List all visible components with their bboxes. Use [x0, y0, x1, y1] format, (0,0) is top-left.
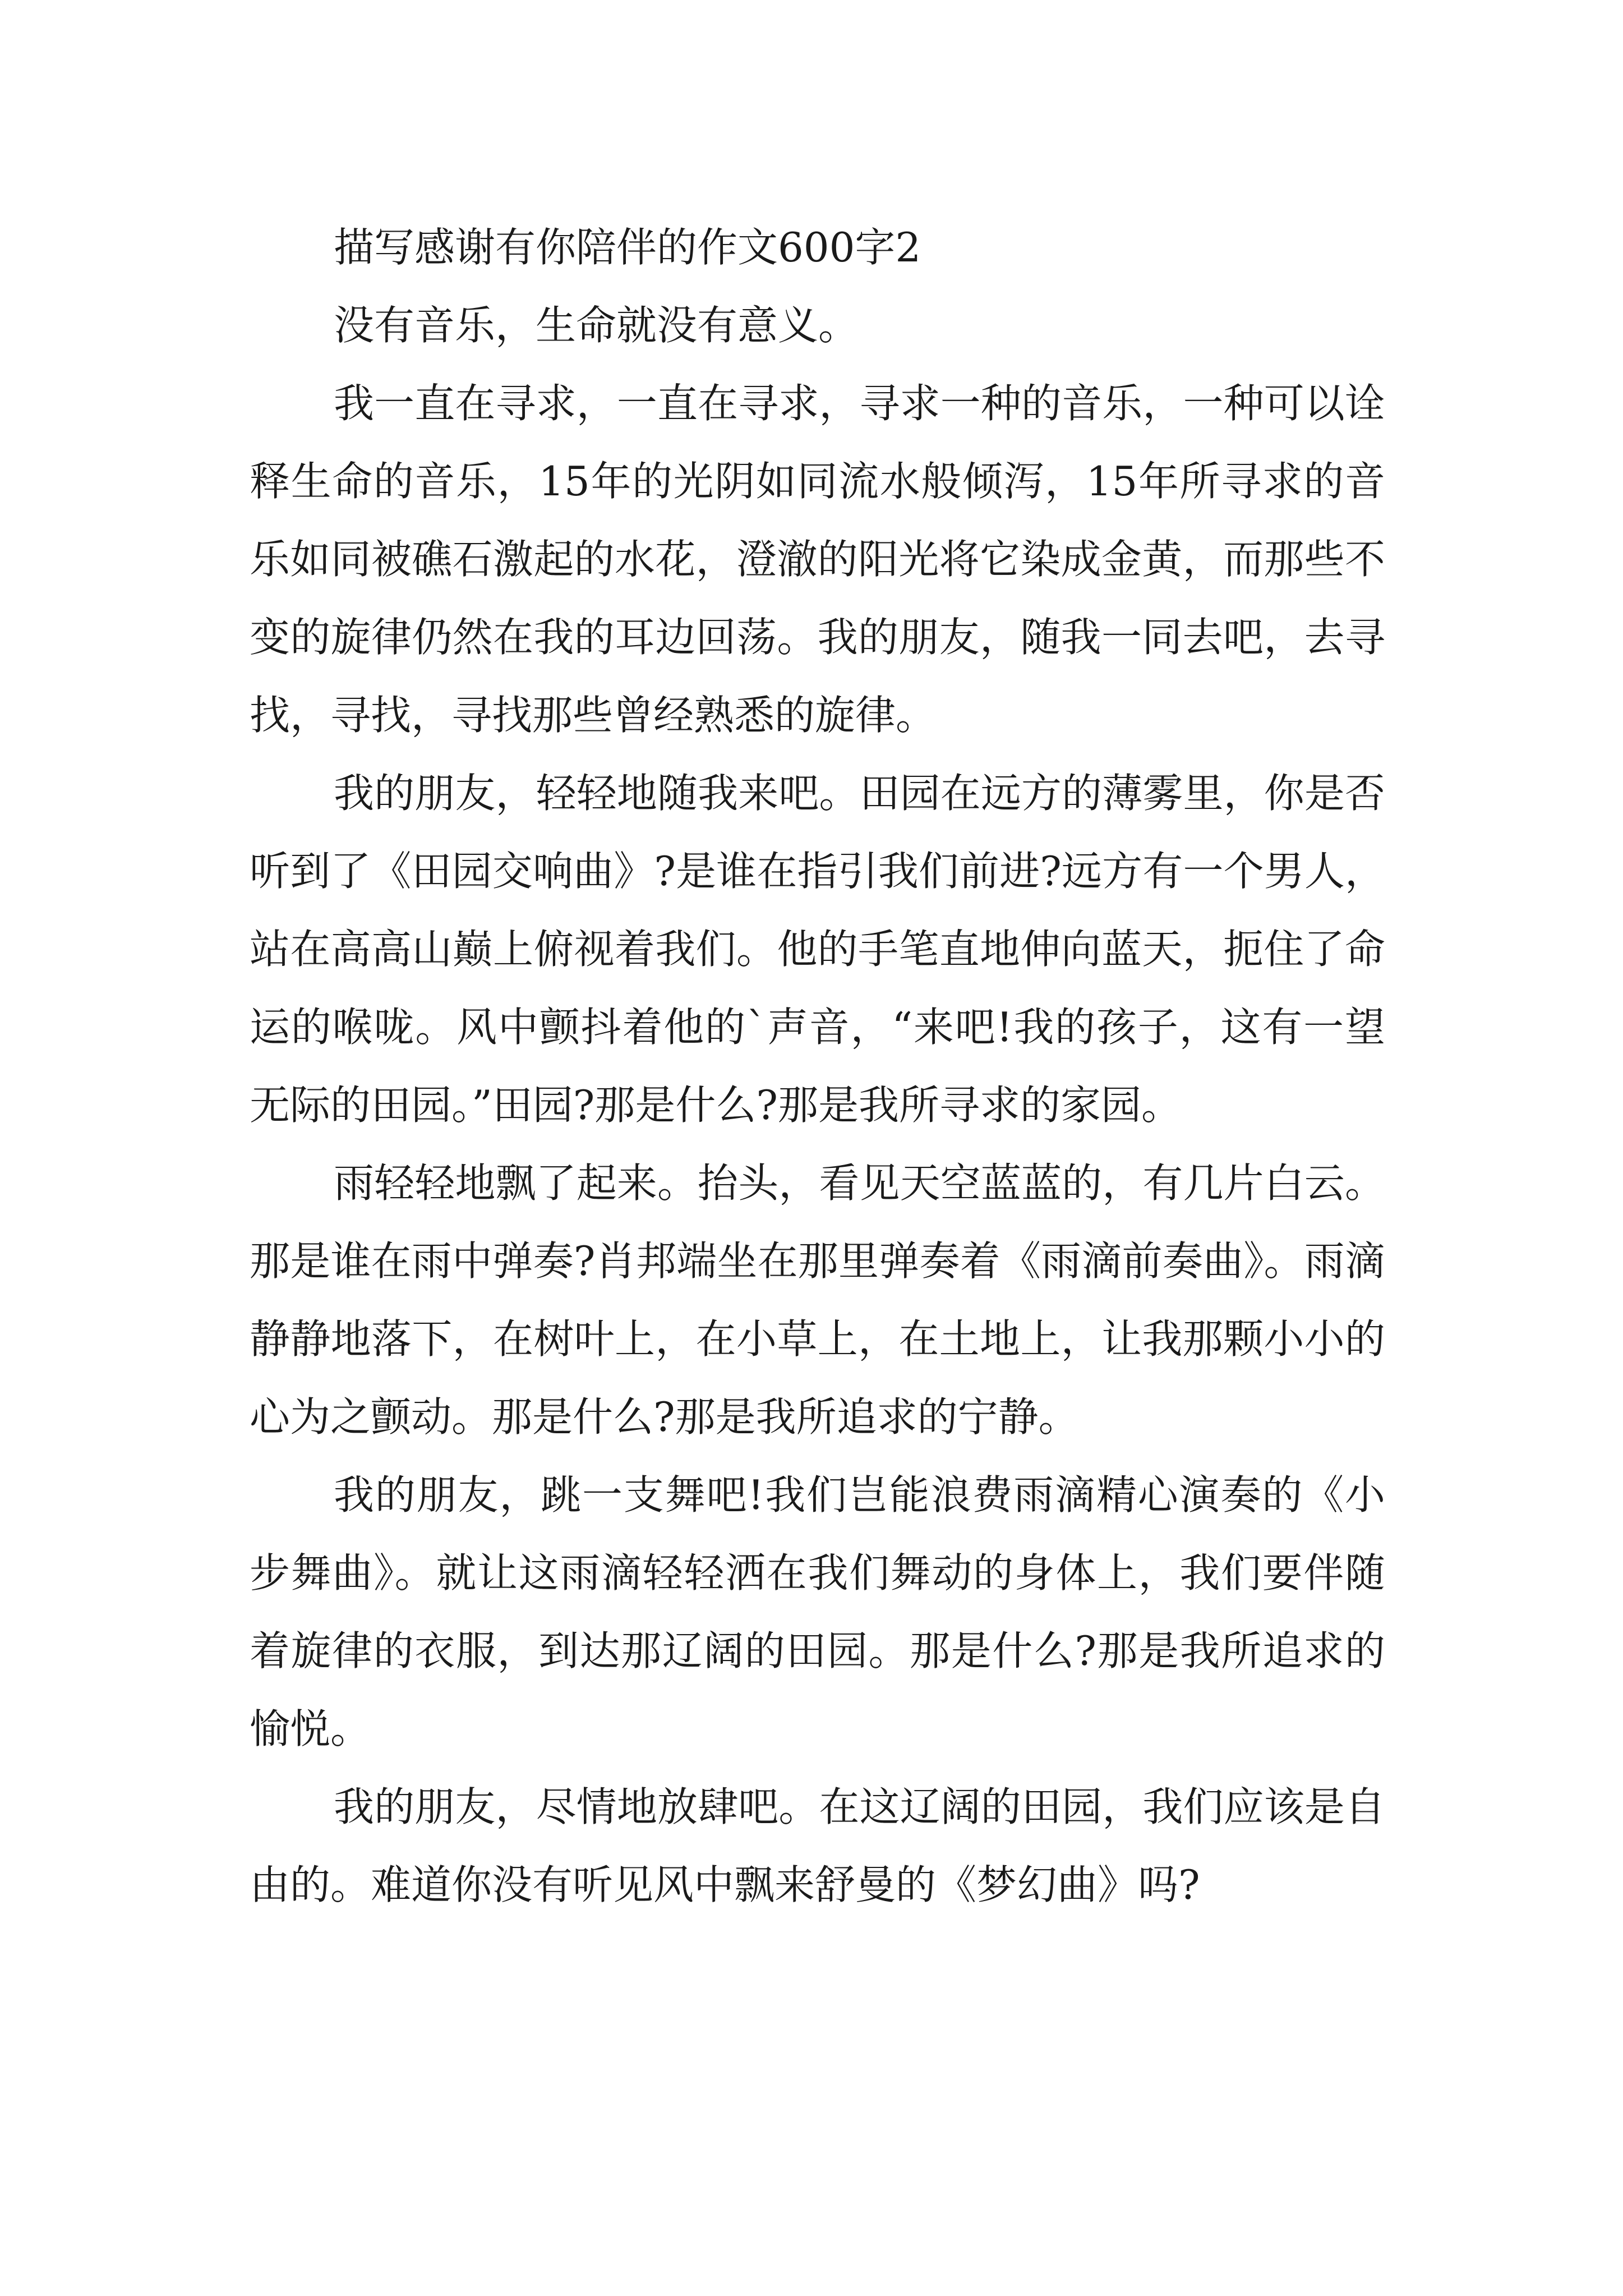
paragraph-4: 雨轻轻地飘了起来。抬头，看见天空蓝蓝的，有几片白云。那是谁在雨中弹奏?肖邦端坐在那里弹奏着《雨滴前奏曲》。雨滴静静地落下，在树叶上，在小草上，在土地上，让我那颗小小的心为之颤动。那是什么?那是我所追求的宁静。: [250, 1159, 1385, 1441]
paragraph-5: 我的朋友，跳一支舞吧!我们岂能浪费雨滴精心演奏的《小步舞曲》。就让这雨滴轻轻洒在我们舞动的身体上，我们要伴随着旋律的衣服，到达那辽阔的田园。那是什么?那是我所追求的愉悦。: [250, 1471, 1385, 1752]
paragraph-1: 没有音乐，生命就没有意义。: [334, 302, 859, 349]
document-body: [250, 209, 1385, 1924]
paragraph-2: 我一直在寻求，一直在寻求，寻求一种的音乐，一种可以诠释生命的音乐，15年的光阴如同流水般倾泻，15年所寻求的音乐如同被礁石激起的水花，澄澈的阳光将它染成金黄，而那些不变的旋律仍然在我的耳边回荡。我的朋友，随我一同去吧，去寻找，寻找，寻找那些曾经熟悉的旋律。: [250, 380, 1385, 739]
document-title: 描写感谢有你陪伴的作文600字2: [334, 224, 921, 271]
paragraph-6: 我的朋友，尽情地放肆吧。在这辽阔的田园，我们应该是自由的。难道你没有听见风中飘来舒曼的《梦幻曲》吗?: [250, 1783, 1385, 1908]
paragraph-3: 我的朋友，轻轻地随我来吧。田园在远方的薄雾里，你是否听到了《田园交响曲》?是谁在指引我们前进?远方有一个男人，站在高高山巅上俯视着我们。他的手笔直地伸向蓝天，扼住了命运的喉咙。风中颤抖着他的`声音，“来吧!我的孩子，这有一望无际的田园。”田园?那是什么?那是我所寻求的家园。: [250, 770, 1385, 1129]
